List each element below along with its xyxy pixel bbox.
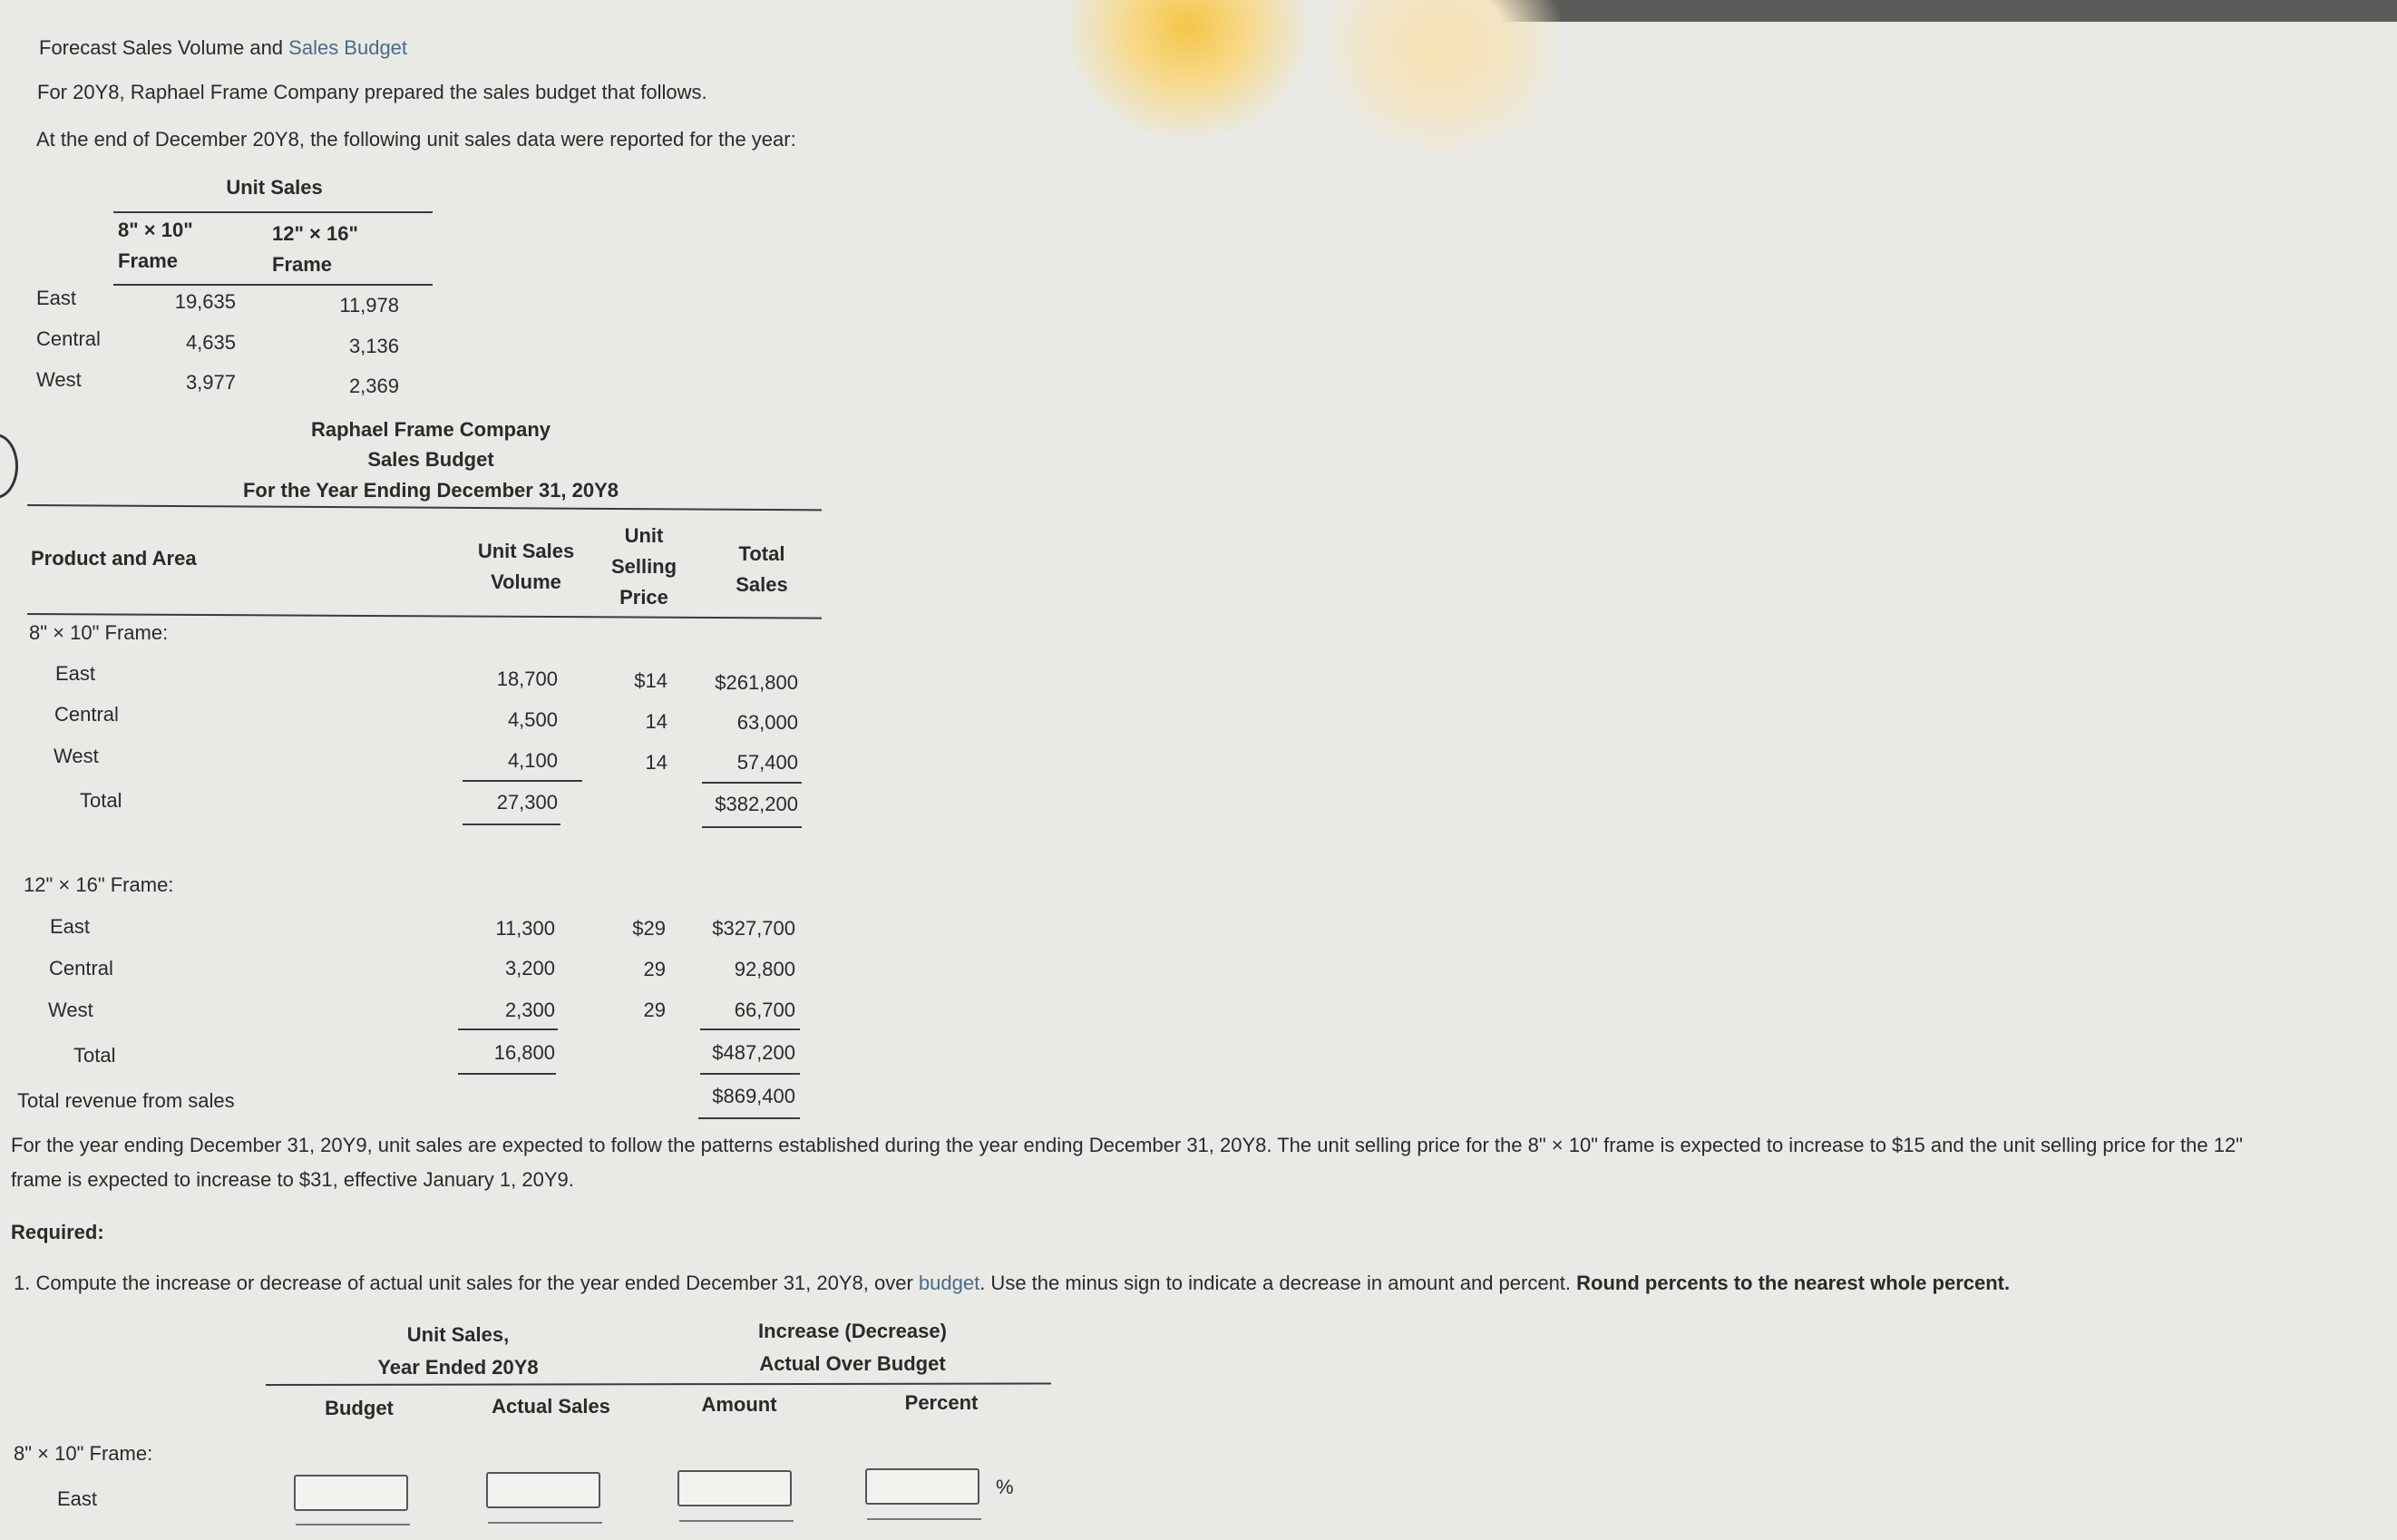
budget-name: Sales Budget bbox=[367, 448, 494, 471]
total-label: Total bbox=[73, 1044, 116, 1067]
rule bbox=[458, 1028, 558, 1030]
total-sales-value: $261,800 bbox=[715, 671, 798, 694]
rule bbox=[27, 613, 822, 619]
volume-value: 4,100 bbox=[507, 749, 558, 772]
unit-sales-header: Unit Sales bbox=[226, 176, 323, 199]
unit-sales-value: 3,977 bbox=[185, 371, 236, 394]
area-label: West bbox=[48, 999, 93, 1021]
volume-value: 3,200 bbox=[504, 957, 555, 980]
area-label: East bbox=[55, 662, 96, 685]
total-volume: 16,800 bbox=[493, 1041, 555, 1064]
price-value: 14 bbox=[645, 751, 667, 774]
rule bbox=[702, 782, 802, 784]
answer-row-east-label: East bbox=[57, 1487, 98, 1510]
east-percent-input[interactable] bbox=[865, 1468, 979, 1505]
area-label: West bbox=[54, 745, 99, 767]
unit-sales-value: 4,635 bbox=[185, 331, 236, 354]
section-8x10-label: 8" × 10" Frame: bbox=[29, 621, 169, 644]
rule bbox=[700, 1073, 800, 1075]
forecast-text-line2: frame is expected to increase to $31, effective January 1, 20Y9. bbox=[11, 1168, 574, 1191]
volume-value: 4,500 bbox=[507, 708, 558, 731]
title-text: Forecast Sales Volume and bbox=[39, 36, 289, 59]
light-glare-2 bbox=[1324, 0, 1560, 154]
col-actual-sales: Actual Sales bbox=[492, 1395, 610, 1418]
unit-sales-value: 19,635 bbox=[174, 290, 236, 313]
rule bbox=[463, 824, 560, 825]
east-actual-sales-input[interactable] bbox=[486, 1472, 600, 1508]
rule bbox=[679, 1520, 794, 1522]
col-12x16-header: 12" × 16" Frame bbox=[272, 222, 358, 276]
rule bbox=[488, 1522, 602, 1524]
price-value: 29 bbox=[643, 958, 666, 980]
east-budget-input[interactable] bbox=[294, 1475, 408, 1511]
total-label: Total bbox=[80, 789, 122, 812]
budget-company: Raphael Frame Company bbox=[310, 418, 551, 441]
light-glare bbox=[1070, 0, 1306, 136]
intro-text-2: At the end of December 20Y8, the following unit sales data were reported for the year: bbox=[36, 128, 796, 151]
intro-text: For 20Y8, Raphael Frame Company prepared the sales budget that follows. bbox=[37, 81, 707, 103]
area-label: Central bbox=[36, 327, 101, 350]
unit-sales-value: 3,136 bbox=[348, 335, 399, 357]
total-sales: $382,200 bbox=[715, 793, 798, 815]
price-value: 29 bbox=[643, 999, 666, 1021]
grand-total: $869,400 bbox=[712, 1085, 795, 1107]
page-title bbox=[39, 36, 407, 60]
rule bbox=[463, 780, 582, 782]
price-value: 14 bbox=[645, 710, 667, 733]
area-label: East bbox=[36, 287, 77, 309]
col-8x10-header: 8" × 10" Frame bbox=[118, 219, 193, 272]
screen-edge-arc bbox=[0, 434, 18, 499]
col-product-area: Product and Area bbox=[31, 547, 197, 570]
percent-sign: % bbox=[996, 1476, 1014, 1498]
forecast-text-line1: For the year ending December 31, 20Y9, unit sales are expected to follow the patterns established during the year ending December 31, 20Y8. The unit selling price for the 8" × 10" frame is expected to increase to $15 and the unit selling price for the 12" bbox=[11, 1134, 2243, 1156]
col-budget: Budget bbox=[325, 1397, 394, 1419]
question-1: 1. Compute the increase or decrease of actual unit sales for the year ended December 31, 20Y8, over budget. Use the minus sign to indicate a decrease in amount and percent. Round percents to the nearest whole percent. bbox=[14, 1272, 2011, 1294]
rule bbox=[458, 1073, 556, 1075]
total-sales-value: 66,700 bbox=[734, 999, 795, 1021]
price-value: $14 bbox=[634, 669, 667, 692]
total-sales-value: 92,800 bbox=[734, 958, 795, 980]
required-heading: Required: bbox=[11, 1221, 104, 1243]
rule bbox=[296, 1524, 410, 1525]
col-unit-sales-volume: Unit Sales Volume bbox=[477, 540, 575, 593]
col-total-sales: Total Sales bbox=[736, 542, 788, 596]
col-unit-selling-price: Unit Selling Price bbox=[610, 524, 677, 609]
answer-section-8x10-label: 8" × 10" Frame: bbox=[14, 1442, 153, 1465]
col-group-unit-sales: Unit Sales, Year Ended 20Y8 bbox=[377, 1323, 539, 1379]
sales-budget-link[interactable]: Sales Budget bbox=[288, 36, 408, 59]
volume-value: 2,300 bbox=[504, 999, 555, 1021]
volume-value: 11,300 bbox=[495, 917, 555, 940]
budget-link[interactable]: budget bbox=[918, 1272, 980, 1294]
rule bbox=[27, 504, 822, 511]
rule bbox=[113, 211, 433, 213]
rule bbox=[266, 1382, 1051, 1386]
area-label: Central bbox=[49, 957, 113, 980]
col-percent: Percent bbox=[904, 1391, 979, 1414]
area-label: West bbox=[36, 368, 82, 391]
unit-sales-value: 2,369 bbox=[348, 375, 399, 397]
east-amount-input[interactable] bbox=[677, 1470, 792, 1506]
grand-total-label: Total revenue from sales bbox=[17, 1089, 235, 1112]
total-sales-value: $327,700 bbox=[712, 917, 795, 940]
col-amount: Amount bbox=[701, 1393, 777, 1416]
total-sales: $487,200 bbox=[712, 1041, 795, 1064]
budget-period: For the Year Ending December 31, 20Y8 bbox=[242, 479, 619, 502]
rule bbox=[113, 284, 433, 286]
area-label: East bbox=[50, 915, 91, 938]
section-12x16-label: 12" × 16" Frame: bbox=[24, 873, 174, 896]
total-volume: 27,300 bbox=[496, 791, 558, 814]
total-sales-value: 57,400 bbox=[736, 751, 798, 774]
rule bbox=[698, 1117, 800, 1119]
area-label: Central bbox=[54, 703, 119, 726]
col-group-increase-decrease: Increase (Decrease) Actual Over Budget bbox=[758, 1320, 947, 1375]
rule bbox=[702, 826, 802, 828]
total-sales-value: 63,000 bbox=[736, 711, 798, 734]
price-value: $29 bbox=[632, 917, 666, 940]
top-dark-edge bbox=[1415, 0, 2397, 22]
rule bbox=[700, 1028, 800, 1030]
rule bbox=[867, 1518, 981, 1520]
unit-sales-value: 11,978 bbox=[339, 294, 399, 317]
volume-value: 18,700 bbox=[496, 668, 558, 690]
